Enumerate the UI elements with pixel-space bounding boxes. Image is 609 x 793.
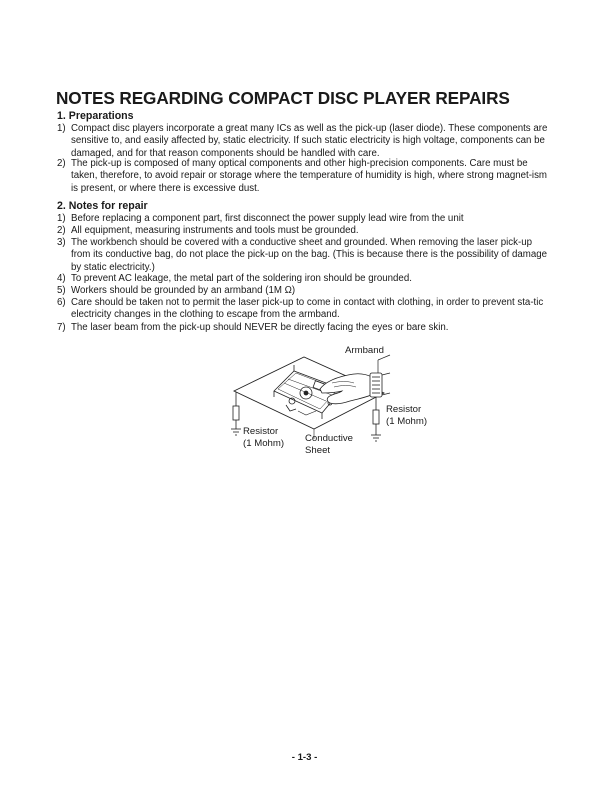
- item-text: Workers should be grounded by an armband (1M Ω): [71, 285, 296, 296]
- armband-icon: [370, 373, 390, 397]
- section-heading-notes-for-repair: 2. Notes for repair: [57, 200, 148, 212]
- resistor-right-label-line2: (1 Mohm): [386, 416, 428, 427]
- item-text: To prevent AC leakage, the metal part of the soldering iron should be grounded.: [71, 273, 412, 284]
- item-number: 6): [57, 297, 66, 308]
- item-number: 5): [57, 285, 66, 296]
- list-item: [57, 297, 553, 322]
- section-heading-preparations: 1. Preparations: [57, 110, 134, 122]
- resistor-left-label-line1: Resistor: [243, 426, 279, 437]
- item-text: All equipment, measuring instruments and tools must be grounded.: [71, 225, 359, 236]
- item-text: The workbench should be covered with a conductive sheet and grounded. When removing the laser pick-up from its conductive bag, do not place the pick-up on the bag. (This is because there is the possibility of damage by static electricity.): [71, 237, 548, 273]
- list-item: [57, 273, 553, 285]
- item-number: 4): [57, 273, 66, 284]
- armband-label: Armband: [345, 345, 384, 356]
- conductive-sheet-label-line1: Conductive: [305, 433, 353, 444]
- item-number: 1): [57, 213, 66, 224]
- item-number: 3): [57, 237, 66, 248]
- list-item: [57, 322, 553, 334]
- hand-icon: [320, 374, 376, 404]
- list-item: [57, 225, 553, 237]
- page-number: - 1-3 -: [291, 752, 318, 763]
- item-number: 7): [57, 322, 66, 333]
- item-number: 2): [57, 158, 66, 169]
- item-text: The laser beam from the pick-up should NEVER be directly facing the eyes or bare skin.: [71, 322, 449, 333]
- item-text: Compact disc players incorporate a great many ICs as well as the pick-up (laser diode). These components are sensitive to, and easily affected by, static electricity. If such static electricity is high voltage, components can be damaged, and for that reason components should be handled with care.: [71, 123, 548, 159]
- resistor-right-label-line1: Resistor: [386, 404, 422, 415]
- left-ground-wire: [231, 392, 241, 435]
- item-text: Before replacing a component part, first disconnect the power supply lead wire from the unit: [71, 213, 464, 224]
- right-ground-wire: [371, 397, 381, 441]
- conductive-sheet-label-line2: Sheet: [305, 445, 331, 456]
- list-item: [57, 123, 553, 160]
- page-title: NOTES REGARDING COMPACT DISC PLAYER REPAIRS: [56, 88, 510, 108]
- list-item: [57, 237, 553, 274]
- item-text: The pick-up is composed of many optical components and other high-precision components. Care must be taken, therefore, to avoid repair or storage where the temperature of humidity is high, where strong magnet-ism is present, or where there is excessive dust.: [71, 158, 548, 194]
- item-number: 2): [57, 225, 66, 236]
- resistor-left-label-line2: (1 Mohm): [243, 438, 285, 449]
- list-item: [57, 158, 553, 195]
- list-item: [57, 285, 553, 297]
- list-item: [57, 213, 553, 225]
- item-number: 1): [57, 123, 66, 134]
- item-text: Care should be taken not to permit the laser pick-up to come in contact with clothing, in order to prevent sta-tic electricity changes in the clothing to escape from the armband.: [71, 297, 544, 321]
